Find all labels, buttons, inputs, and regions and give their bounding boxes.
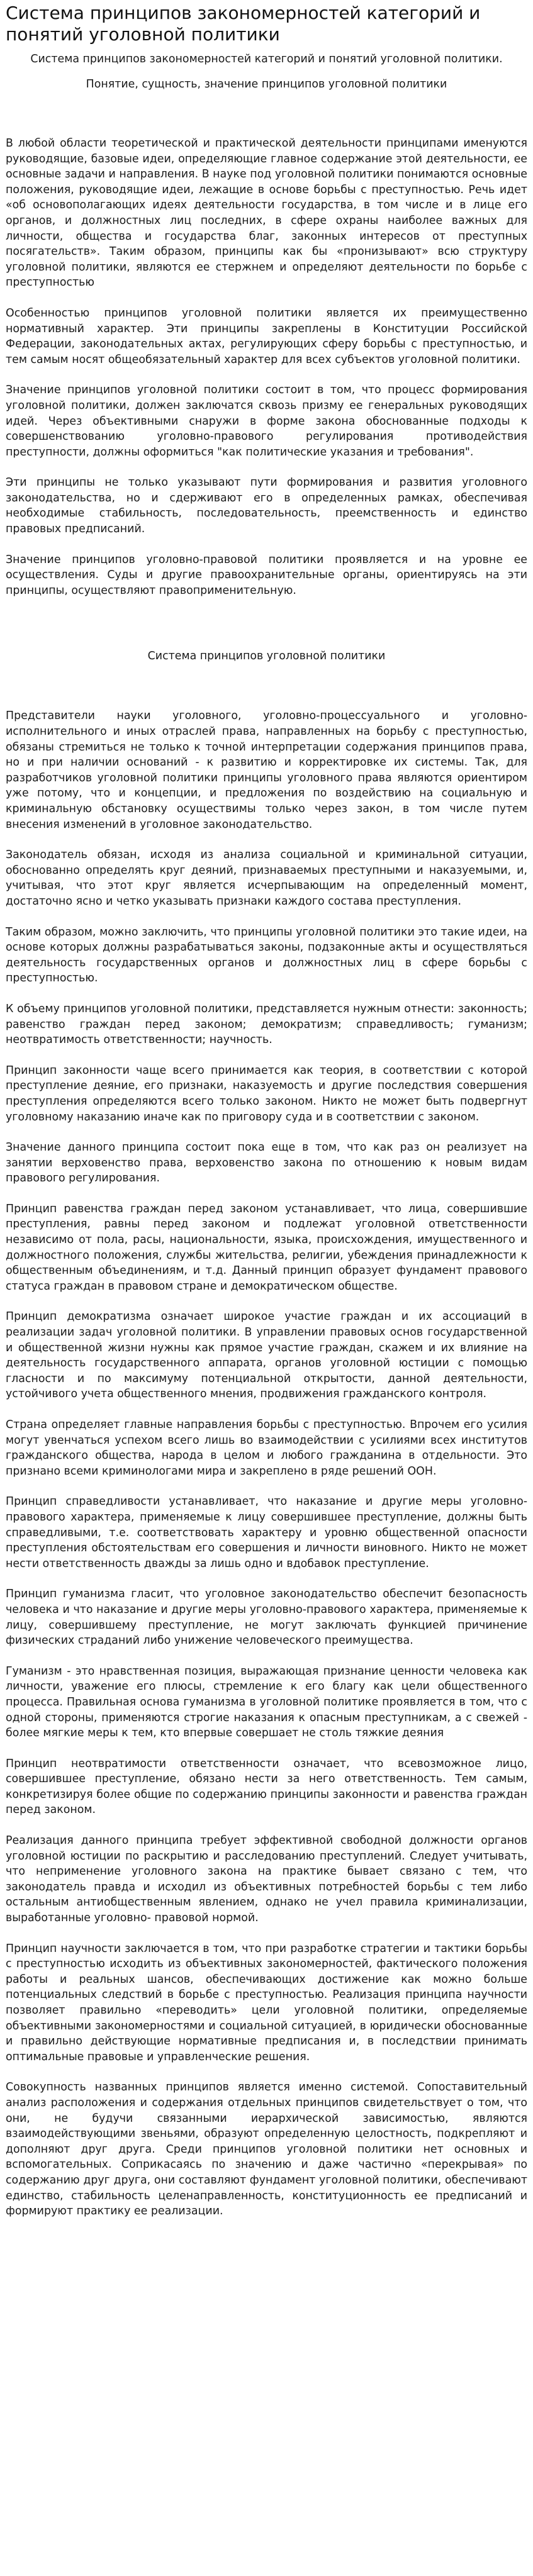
spacer	[6, 92, 527, 136]
page-title: Система принципов закономерностей категорий и понятий уголовной политики	[6, 3, 481, 45]
paragraph: В любой области теоретической и практической деятельности принципами именуются руководящие, базовые идеи, определяющие главное содержание этой деятельности, ее основные задачи и направления. В науке под уголовной политики понимаются основные положения, руководящие идеи, лежащие в основе борьбы с преступностью. Речь идет «об основополагающих идеях деятельности государства, в том числе и в лице его органов, и должностных лиц последних, в сфере охраны наиболее важных для личности, общества и государства благ, законных интересов от преступных посягательств». Таким образом, принципы как бы «пронизывают» всю структуру уголовной политики, являются ее стержнем и определяют деятельности по борьбе с преступностью	[6, 137, 527, 289]
paragraph: Законодатель обязан, исходя из анализа социальной и криминальной ситуации, обоснованно определять круг деяний, признаваемых преступными и наказуемыми, и, учитывая, что этот круг является исчерпывающим на определенный момент, достаточно ясно и четко указывать признаки каждого состава преступления.	[6, 849, 527, 908]
paragraph: Принцип законности чаще всего принимается как теория, в соответствии с которой преступление деяние, его признаки, наказуемость и другие последствия совершения преступления определяются всего только законом. Никто не может быть подвергнут уголовному наказанию иначе как по приговору суда и в соответствии с законом.	[6, 1064, 527, 1124]
paragraph: Принцип неотвратимости ответственности означает, что всевозможное лицо, совершившее преступление, обязано нести за него ответственность. Тем самым, конкретизируя более общие по содержанию принципы законности и равенства граждан перед законом.	[6, 1757, 527, 1817]
paragraph: Гуманизм - это нравственная позиция, выражающая признание ценности человека как личности, уважение его плюсы, стремление к его благу как цели общественного процесса. Правильная основа гуманизма в уголовной политике проявляется в том, что с одной стороны, применяются строгие наказания к опасным преступникам, а с свежей - более мягкие меры к тем, кто впервые совершает не столь тяжкие деяния	[6, 1664, 527, 1740]
paragraph: Значение принципов уголовно-правовой политики проявляется и на уровне ее осуществления. Суды и другие правоохранительные органы, ориентируясь на эти принципы, осуществляют правоприменительную.	[6, 553, 527, 597]
subtitle: Система принципов закономерностей категорий и понятий уголовной политики.	[30, 53, 503, 65]
paragraph: Принцип равенства граждан перед законом устанавливает, что лица, совершившие преступления, равны перед законом и подлежат уголовной ответственности независимо от пола, расы, национальности, языка, происхождения, имущественного и должностного положения, службы жительства, религии, убеждения принадлежности к общественным объединениям, и т.д. Данный принцип образует фундамент правового статуса граждан в правовом стране и демократическом обществе.	[6, 1202, 527, 1293]
paragraph: Значение принципов уголовной политики состоит в том, что процесс формирования уголовной политики, должен заключатся сквозь призму ее генеральных руководящих идей. Через объективными снаружи в форме закона обоснованные подходы к совершенствованию уголовно-правового регулирования противодействия преступности, должны оформиться "как политические указания и требования".	[6, 384, 527, 459]
paragraph: Принцип справедливости устанавливает, что наказание и другие меры уголовно-правового характера, применяемые к лицу совершившее преступление, должны быть справедливыми, т.е. соответствовать характеру и уровню общественной опасности преступления обстоятельствам его совершения и личности виновного. Никто не может нести ответственность дважды за лишь одно и вдобавок преступление.	[6, 1495, 527, 1570]
paragraph: Эти принципы не только указывают пути формирования и развития уголовного законодательства, но и сдерживают его в определенных рамках, обеспечивая необходимые стабильность, последовательность, преемственность и единство правовых предписаний.	[6, 476, 527, 536]
spacer	[6, 613, 527, 649]
paragraph: Особенностью принципов уголовной политики является их преимущественно нормативный характер. Эти принципы закреплены в Конституции Российской Федерации, законодательных актах, регулирующих сферу борьбы с преступностью, и тем самым носят общеобязательный характер для всех субъектов уголовной политики.	[6, 306, 527, 366]
paragraph: Реализация данного принципа требует эффективной свободной должности органов уголовной юстиции по раскрытию и расследованию преступлений. Следует учитывать, что неприменение уголовного закона на практике бывает связано с тем, что законодатель правда и исходил из объективных потребностей борьбы с тем либо остальным антиобщественным явлением, однако не учел правила криминализации, выработанные уголовно- правовой нормой.	[6, 1834, 527, 1925]
section-body-system	[6, 708, 527, 2219]
paragraph: Принцип гуманизма гласит, что уголовное законодательство обеспечит безопасность человека и что наказание и другие меры уголовно-правового характера, применяемые к лицу, совершившему преступление, не могут заключать функцией причинение физических страданий либо унижение человеческого преимущества.	[6, 1588, 527, 1648]
paragraph: Совокупность названных принципов является именно системой. Сопоставительный анализ расположения и содержания отдельных принципов свидетельствует о том, что они, не будучи связанными иерархической зависимостью, являются взаимодействующими звеньями, образуют определенную целостность, подкрепляют и дополняют друг друга. Среди принципов уголовной политики нет основных и вспомогательных. Соприкасаясь по значению и даже частично «перекрывая» по содержанию друг друга, они составляют фундамент уголовной политики, обеспечивают единство, стабильность целенаправленность, конституционность ее предписаний и формируют практику ее реализации.	[6, 2081, 527, 2218]
paragraph: К объему принципов уголовной политики, представляется нужным отнести: законность; равенство граждан перед законом; демократизм; справедливость; гуманизм; неотвратимость ответственности; научность.	[6, 1002, 527, 1047]
spacer	[6, 664, 527, 708]
section-body-concept	[6, 136, 527, 598]
paragraph: Принцип демократизма означает широкое участие граждан и их ассоциаций в реализации задач уголовной политики. В управлении правовых основ государственной и общественной жизни нужны как прямое участие граждан, скажем и их влияние на деятельность государственного аппарата, органов уголовной юстиции с помощью гласности и по максимуму потенциальной открытости, данной деятельности, устойчивого учета общественного мнения, продвижения гражданского контроля.	[6, 1310, 527, 1401]
paragraph: Представители науки уголовного, уголовно-процессуального и уголовно-исполнительного и иных отраслей права, направленных на борьбу с преступностью, обязаны стремиться не только к точной интерпретации содержания принципов права, но и при наличии оснований - к развитию и корректировке их системы. Так, для разработчиков уголовной политики принципы уголовного права являются ориентиром уже потому, что и концепции, и предложения по воздействию на социальную и криминальную обстановку осуществимы только через закон, в том числе путем внесения изменений в уголовное законодательство.	[6, 710, 527, 831]
section-heading-concept: Понятие, сущность, значение принципов уголовной политики	[86, 78, 447, 91]
paragraph: Принцип научности заключается в том, что при разработке стратегии и тактики борьбы с преступностью исходить из объективных закономерностей, фактического положения работы и реальных шансов, обеспечивающих достижение как можно больше потенциальных следствий в борьбе с преступностью. Реализация принципа научности позволяет правильно «переводить» цели уголовной политики, определяемые объективными закономерностями и социальной ситуацией, в юридически обоснованные и правильно действующие нормативные предписания и, в последствии принимать оптимальные правовые и управленческие решения.	[6, 1942, 527, 2063]
section-heading-system: Система принципов уголовной политики	[147, 650, 386, 663]
paragraph: Таким образом, можно заключить, что принципы уголовной политики это такие идеи, на основе которых должны разрабатываться законы, подзаконные акты и осуществляться деятельность государственных органов и должностных лиц в сфере борьбы с преступностью.	[6, 925, 527, 985]
paragraph: Страна определяет главные направления борьбы с преступностью. Впрочем его усилия могут увенчаться успехом всего лишь во взаимодействии с усилиями всех институтов гражданского общества, народа в целом и любого гражданина в отдельности. Это признано всеми криминологами мира и закреплено в ряде решений ООН.	[6, 1419, 527, 1478]
paragraph: Значение данного принципа состоит пока еще в том, что как раз он реализует на занятии верховенство права, верховенство закона по отношению к новым видам правового регулирования.	[6, 1141, 527, 1185]
